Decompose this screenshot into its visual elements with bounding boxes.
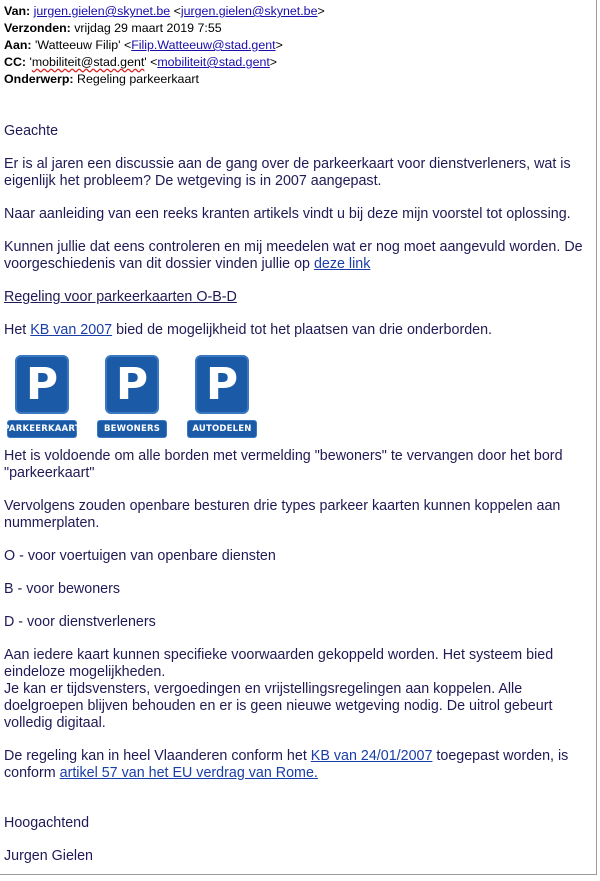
from-label: Van:: [4, 4, 31, 18]
paragraph-6: Vervolgens zouden openbare besturen drie types parkeer kaarten kunnen koppelen aan nummerplaten.: [4, 498, 561, 531]
cc-name-pre: ': [26, 55, 32, 69]
line-d: D - voor dienstverleners: [4, 614, 156, 630]
sign-letter: P: [205, 358, 239, 410]
line-b: B - voor bewoners: [4, 581, 121, 597]
paragraph-3: [4, 239, 592, 273]
cc-line: [4, 54, 325, 71]
eu-treaty-link[interactable]: artikel 57 van het EU verdrag van Rome.: [59, 765, 318, 781]
paragraph-4-pre: Het: [4, 322, 31, 338]
sign-plate: [97, 420, 167, 438]
paragraph-3-text: Kunnen jullie dat eens controleren en mij meedelen wat er nog moet aangevuld worden. De voorgeschiedenis van dit dossier vinden jullie op: [4, 239, 583, 272]
parking-signs: [3, 355, 592, 438]
to-label: Aan:: [4, 38, 32, 52]
to-line: [4, 37, 325, 54]
kb-24-01-2007-link[interactable]: KB van 24/01/2007: [310, 748, 433, 764]
to-name: 'Watteeuw Filip' <: [31, 38, 132, 52]
sign-letter: P: [115, 358, 149, 410]
history-link[interactable]: deze link: [313, 256, 371, 272]
cc-name-post: ' <: [144, 55, 158, 69]
sign-label: AUTODELEN: [192, 423, 252, 434]
from-email-link-2[interactable]: jurgen.gielen@skynet.be: [180, 4, 318, 18]
to-end: >: [275, 38, 283, 52]
paragraph-4: [4, 322, 592, 339]
paragraph-2: Naar aanleiding van een reeks kranten artikels vindt u bij deze mijn voorstel tot oplossing.: [4, 206, 571, 222]
from-end: >: [317, 4, 325, 18]
cc-end: >: [269, 55, 278, 69]
from-line: [4, 3, 325, 20]
sign-plate: [187, 420, 257, 438]
parking-p-icon: [105, 355, 159, 414]
sign-label: BEWONERS: [103, 423, 161, 434]
sign-autodelen: [188, 355, 256, 438]
paragraph-5: Het is voldoende om alle borden met vermelding "bewoners" te vervangen door het bord "parkeerkaart": [4, 448, 563, 481]
sent-value: vrijdag 29 maart 2019 7:55: [70, 21, 222, 35]
section-heading-link[interactable]: Regeling voor parkeerkaarten O-B-D: [4, 289, 237, 305]
to-email-link[interactable]: Filip.Watteeuw@stad.gent: [131, 38, 276, 52]
greeting: Geachte: [4, 123, 59, 139]
paragraph-7: [4, 647, 592, 732]
paragraph-7a: Aan iedere kaart kunnen specifieke voorwaarden gekoppeld worden. Het systeem bied eindeloze mogelijkheden.: [4, 647, 554, 680]
cc-name-word: mobiliteit@stad.gent: [31, 55, 145, 69]
sign-label: PARKEERKAART: [3, 423, 81, 434]
subject-line: [4, 71, 325, 88]
parking-p-icon: [195, 355, 249, 414]
email-header: [4, 3, 325, 88]
kb-2007-link[interactable]: KB van 2007: [30, 322, 113, 338]
sign-bewoners: [98, 355, 166, 438]
sign-parkeerkaart: [3, 355, 81, 438]
closing: Hoogachtend: [4, 815, 90, 831]
email-body: [4, 123, 592, 881]
subject-label: Onderwerp:: [4, 72, 74, 86]
paragraph-7b: Je kan er tijdsvensters, vergoedingen en vrijstellingsregelingen aan koppelen. Alle doelgroepen blijven behouden en er is geen nieuwe wetgeving nodig. De uitrol gebeurt volledig digitaal.: [4, 681, 553, 731]
paragraph-1: Er is al jaren een discussie aan de gang over de parkeerkaart voor dienstverleners, wat is eigenlijk het probleem? De wetgeving is in 2007 aangepast.: [4, 156, 571, 189]
sent-label: Verzonden:: [4, 21, 71, 35]
signature: Jurgen Gielen: [4, 848, 94, 864]
section-heading-para: [4, 289, 592, 306]
sent-line: [4, 20, 325, 37]
line-o: O - voor voertuigen van openbare diensten: [4, 548, 276, 564]
cc-email-link[interactable]: mobiliteit@stad.gent: [157, 55, 270, 69]
parking-p-icon: [15, 355, 69, 414]
sign-letter: P: [25, 358, 59, 410]
paragraph-4-post: bied de mogelijkheid tot het plaatsen van drie onderborden.: [112, 322, 493, 338]
paragraph-8-mid: toegepast worden, is conform: [4, 748, 569, 781]
from-sep: <: [170, 4, 181, 18]
sign-plate: [3, 420, 81, 438]
paragraph-8-pre: De regeling kan in heel Vlaanderen conform het: [4, 748, 311, 764]
paragraph-8: [4, 748, 592, 782]
from-email-link[interactable]: jurgen.gielen@skynet.be: [33, 4, 171, 18]
subject-value: Regeling parkeerkaart: [73, 72, 199, 86]
cc-label: CC:: [4, 55, 27, 69]
